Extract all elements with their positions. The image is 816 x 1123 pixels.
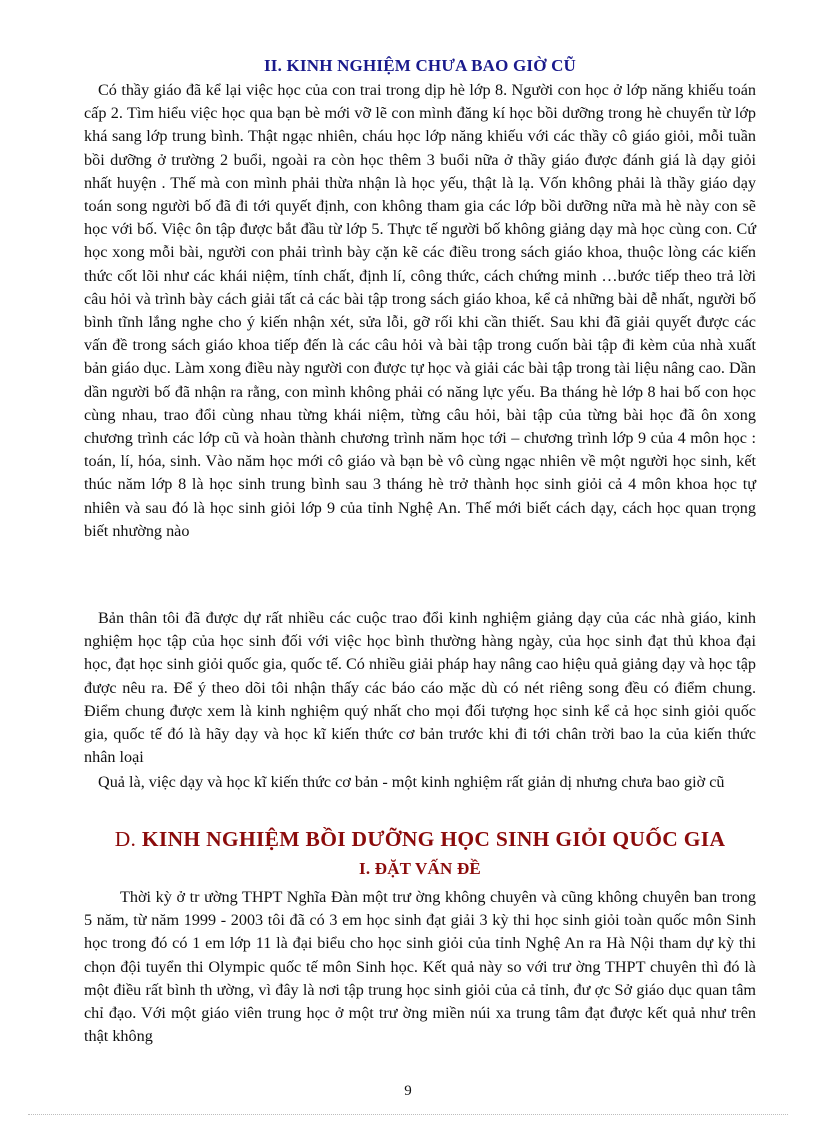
section-d-prefix: D. bbox=[114, 827, 137, 851]
section-heading-d bbox=[84, 827, 756, 852]
section-heading-ii: II. KINH NGHIỆM CHƯA BAO GIỜ CŨ bbox=[263, 56, 577, 75]
section-d-title: KINH NGHIỆM BỒI DƯỠNG HỌC SINH GIỎI QUỐC GIA bbox=[141, 827, 726, 851]
paragraph: Bản thân tôi đã được dự rất nhiều các cuộc trao đổi kinh nghiệm giảng dạy của các nhà giáo, kinh nghiệm học tập của học sinh đối với việc học bình thường hàng ngày, của học sinh đạt thủ khoa đại học, đạt học sinh giỏi quốc gia, quốc tế. Có nhiều giải pháp hay nâng cao hiệu quả giảng dạy và học tập được nêu ra. Để ý theo dõi tôi nhận thấy các báo cáo mặc dù có nét riêng song đều có điểm chung. Điểm chung được xem là kinh nghiệm quý nhất cho mọi đối tượng học sinh kể cả học sinh giỏi quốc gia, quốc tế đó là hãy dạy và học kĩ kiến thức cơ bản trước khi đi tới chân trời bao la của kiến thức nhân loại bbox=[84, 609, 756, 767]
paragraph: Thời kỳ ở tr ường THPT Nghĩa Đàn một trư ờng không chuyên và cũng không chuyên ban trong 5 năm, từ năm 1999 - 2003 tôi đã có 3 em học sinh đạt giải 3 kỳ thi học sinh giỏi toàn quốc môn Sinh học trong đó có 1 em lớp 11 là đại biểu cho học sinh giỏi của tỉnh Nghệ An ra Hà Nội tham dự kỳ thi chọn đội tuyển thi Olympic quốc tế môn Sinh học. Kết quả này so với trư ờng THPT chuyên thì đó là một điều rất bình th ường, vì đây là nơi tập trung học sinh giỏi của cả tỉnh, đư ợc Sở giáo dục quan tâm chỉ đạo. Với một giáo viên trung học ở một trư ờng miền núi xa trung tâm đạt được kết quả như trên thật không bbox=[84, 888, 756, 1046]
page-footer-divider bbox=[28, 1114, 788, 1115]
paragraph: Có thầy giáo đã kể lại việc học của con trai trong dịp hè lớp 8. Người con học ở lớp năng khiếu toán cấp 2. Tìm hiểu việc học qua bạn bè mới vỡ lẽ con mình đăng kí học bồi dưỡng trong hè chuyển từ lớp khá sang lớp trung bình. Thật ngạc nhiên, cháu học lớp năng khiếu với các thầy cô giáo giỏi, mỗi tuần bồi dưỡng ở trường 2 buổi, ngoài ra còn học thêm 3 buổi nữa ở thầy giáo được đánh giá là dạy giỏi nhất huyện . Thế mà con mình phải thừa nhận là học yếu, thật là lạ. Vốn không phải là thầy giáo dạy toán song người bố đã đi tới quyết định, con không tham gia các lớp bồi dưỡng nữa mà hè này con sẽ học với bố. Việc ôn tập được bắt đầu từ lớp 5. Thực tế người bố không giảng dạy mà học cùng con. Cứ học xong mỗi bài, người con phải trình bày cặn kẽ các điều trong sách giáo khoa, thuộc lòng các kiến thức cốt lõi như các khái niệm, tính chất, định lí, công thức, cách chứng minh …bước tiếp theo trả lời câu hỏi và trình bày cách giải tất cả các bài tập trong sách giáo khoa, kể cả những bài dễ nhất, người bố bình tĩnh lắng nghe cho ý kiến nhận xét, sửa lỗi, gỡ rối khi cần thiết. Sau khi đã giải quyết được các vấn đề trong sách giáo khoa tiếp đến là các câu hỏi và bài tập trong cuốn bài tập đi kèm của nhà xuất bản giáo dục. Làm xong điều này người con được tự học và giải các bài tập trong tài liệu nâng cao. Dần dần người bố đã nhận ra rằng, con mình không phải có năng lực yếu. Ba tháng hè lớp 8 hai bố con học cùng nhau, trao đổi cùng nhau từng khái niệm, từng câu hỏi, bài tập của từng bài học đã ôn xong chương trình các lớp cũ và hoàn thành chương trình năm học tới – chương trình lớp 9 của 4 môn học : toán, lí, hóa, sinh. Vào năm học mới cô giáo và bạn bè vô cùng ngạc nhiên về một người học sinh, kết thúc năm lớp 8 là học sinh trung bình sau 3 tháng hè trở thành học sinh giỏi cả 4 môn khoa học tự nhiên và sau đó là học sinh giỏi lớp 9 của tỉnh Nghệ An. Thế mới biết cách dạy, cách học quan trọng biết nhường nào bbox=[84, 81, 756, 540]
paragraph: Quả là, việc dạy và học kĩ kiến thức cơ bản - một kinh nghiệm rất giản dị nhưng chưa bao giờ cũ bbox=[98, 773, 725, 791]
section-heading-i: I. ĐẶT VẤN ĐỀ bbox=[359, 859, 481, 878]
page-number: 9 bbox=[404, 1083, 412, 1099]
